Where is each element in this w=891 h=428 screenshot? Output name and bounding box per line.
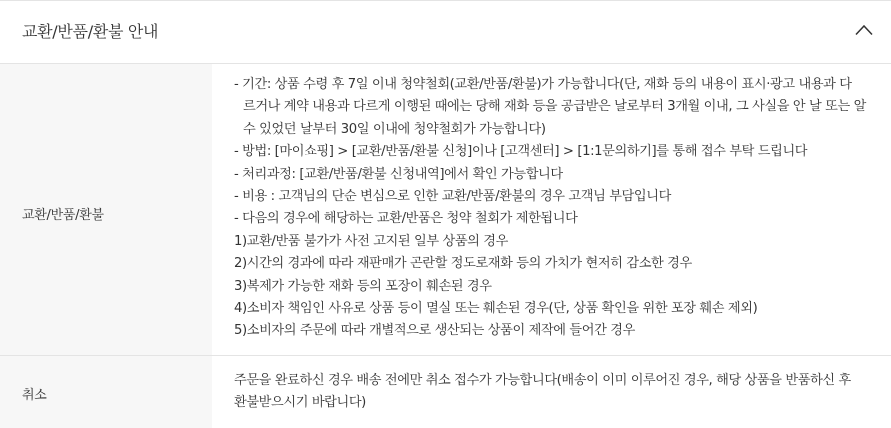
policy-line: - 다음의 경우에 해당하는 교환/반품은 청약 철회가 제한됩니다: [234, 211, 578, 227]
policy-line: 주문을 완료하신 경우 배송 전에만 취소 접수가 가능합니다(배송이 이미 이루어진 경우, 해당 상품을 반품하신 후: [234, 373, 851, 388]
accordion-title: 교환/반품/환불 안내: [22, 22, 159, 41]
policy-line: 4)소비자 책임인 사유로 상품 등이 멸실 또는 훼손된 경우(단, 상품 확인을 위한 포장 훼손 제외): [234, 301, 758, 317]
policy-line: - 처리과정: [교환/반품/환불 신청내역]에서 확인 가능합니다: [234, 166, 563, 182]
row-label: 취소: [22, 388, 47, 403]
accordion-header[interactable]: [0, 0, 891, 64]
chevron-up-icon[interactable]: [855, 24, 873, 36]
policy-row-exchange-return-refund: [0, 64, 891, 356]
policy-line: 1)교환/반품 불가가 사전 고지된 일부 상품의 경우: [234, 233, 508, 249]
row-label-cell: [0, 356, 212, 428]
row-label-cell: [0, 64, 212, 355]
policy-line: 수 있었던 날부터 30일 이내에 청약철회가 가능합니다): [243, 121, 546, 137]
policy-line: 2)시간의 경과에 따라 재판매가 곤란할 정도로재화 등의 가치가 현저히 감소한 경우: [234, 256, 692, 272]
row-content: [234, 370, 884, 415]
policy-line: 5)소비자의 주문에 따라 개별적으로 생산되는 상품이 제작에 들어간 경우: [234, 323, 635, 339]
row-label: 교환/반품/환불: [22, 208, 104, 223]
policy-line: 3)복제가 가능한 재화 등의 포장이 훼손된 경우: [234, 278, 492, 294]
policy-line: - 방법: [마이쇼핑] > [교환/반품/환불 신청]이나 [고객센터] > [1:1문의하기]를 통해 접수 부탁 드립니다: [234, 144, 808, 160]
policy-line: - 비용 : 고객님의 단순 변심으로 인한 교환/반품/환불의 경우 고객님 부담입니다: [234, 189, 671, 205]
policy-line: - 기간: 상품 수령 후 7일 이내 청약철회(교환/반품/환불)가 가능합니다(단, 재화 등의 내용이 표시·광고 내용과 다: [234, 77, 852, 92]
policy-line: 르거나 계약 내용과 다르게 이행된 때에는 당해 재화 등을 공급받은 날로부터 3개월 이내, 그 사실을 안 날 또는 알: [243, 99, 866, 115]
policy-line: 환불받으시기 바랍니다): [234, 395, 366, 411]
policy-row-cancel: [0, 356, 891, 428]
row-content: [234, 74, 884, 343]
